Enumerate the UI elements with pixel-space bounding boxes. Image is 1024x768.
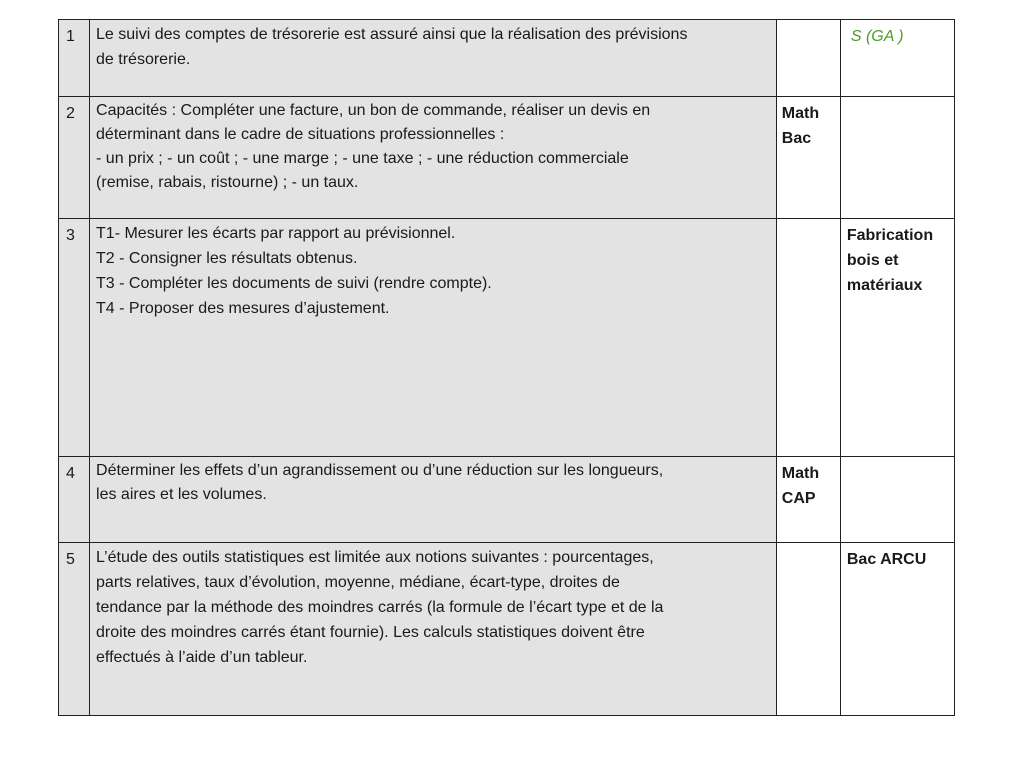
description-cell	[90, 20, 777, 97]
tag-cell	[840, 97, 954, 219]
row-description: L’étude des outils statistiques est limitée aux notions suivantes : pourcentages, parts relatives, taux d’évolution, moyenne, médiane, écart-type, droites de tendance par la méthode des moindres carrés (la formule de l’écart type et de la droite des moindres carrés étant fournie). Les calculs statistiques doivent être effectués à l’aide d’un tableur.	[96, 549, 664, 666]
curriculum-table	[58, 19, 955, 716]
table-row	[59, 457, 955, 543]
tag-cell	[840, 457, 954, 543]
row-number-cell	[59, 97, 90, 219]
description-cell	[90, 97, 777, 219]
row-subject: Math CAP	[781, 465, 820, 507]
tag-cell	[840, 543, 954, 716]
row-subject	[777, 20, 840, 24]
row-description: T1- Mesurer les écarts par rapport au prévisionnel. T2 - Consigner les résultats obtenus. T3 - Compléter les documents de suivi (rendre compte). T4 - Proposer des mesures d’ajustement.	[96, 225, 492, 317]
subject-cell	[776, 457, 840, 543]
row-number: 3	[66, 227, 75, 244]
row-number-cell	[59, 457, 90, 543]
row-number-cell	[59, 20, 90, 97]
description-cell	[90, 219, 777, 457]
subject-cell	[776, 20, 840, 97]
row-number-cell	[59, 219, 90, 457]
description-cell	[90, 543, 777, 716]
row-number-cell	[59, 543, 90, 716]
tag-cell	[840, 20, 954, 97]
row-subject: Math Bac	[781, 105, 820, 147]
table-row	[59, 20, 955, 97]
row-tag: Bac ARCU	[846, 551, 927, 568]
row-description: Le suivi des comptes de trésorerie est assuré ainsi que la réalisation des prévisions de trésorerie.	[96, 26, 688, 68]
row-subject	[777, 543, 840, 547]
row-number: 2	[66, 105, 75, 122]
row-tag: Fabrication bois et matériaux	[846, 227, 934, 294]
subject-cell	[776, 97, 840, 219]
row-number: 5	[66, 551, 75, 568]
row-tag: S (GA )	[850, 28, 904, 45]
description-cell	[90, 457, 777, 543]
row-tag	[841, 457, 954, 461]
row-description: Capacités : Compléter une facture, un bon de commande, réaliser un devis en déterminant dans le cadre de situations professionnelles : - un prix ; - un coût ; - une marge ; - une taxe ; - une réduction commerciale (remise, rabais, ristourne) ; - un taux.	[96, 102, 651, 191]
row-tag	[841, 97, 954, 101]
row-subject	[777, 219, 840, 223]
subject-cell	[776, 219, 840, 457]
tag-cell	[840, 219, 954, 457]
row-number: 4	[66, 465, 75, 482]
subject-cell	[776, 543, 840, 716]
row-description: Déterminer les effets d’un agrandissement ou d’une réduction sur les longueurs, les aires et les volumes.	[96, 462, 664, 503]
table-row	[59, 543, 955, 716]
table-row	[59, 97, 955, 219]
table-row	[59, 219, 955, 457]
row-number: 1	[66, 28, 75, 45]
